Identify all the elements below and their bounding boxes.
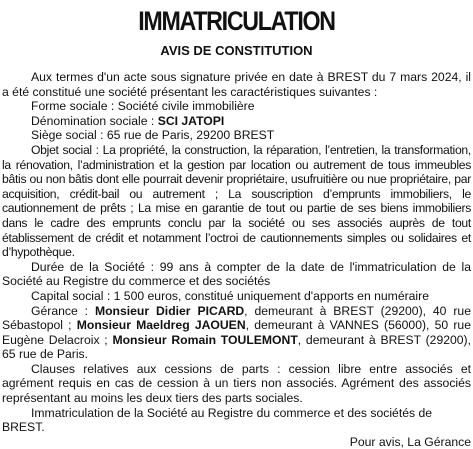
notice-subtitle: AVIS DE CONSTITUTION <box>160 43 313 58</box>
forme-sociale: Forme sociale : Société civile immobilière <box>31 99 255 114</box>
immatriculation-rcs: Immatriculation de la Société au Registre du commerce et des sociétés de BREST. <box>2 405 433 435</box>
intro-paragraph: Aux termes d'un acte sous signature privée en date à BREST du 7 mars 2024, il a été constitué une société présentant les caractéristiques suivantes : <box>2 70 471 99</box>
gerance <box>2 304 471 362</box>
notice-body <box>2 70 471 449</box>
clauses-cessions: Clauses relatives aux cessions de parts : cession libre entre associés et agrément requis en cas de cession à un tiers non associés. Agrément des associés représentant au moins les deux tiers des parts sociales. <box>2 361 471 406</box>
manager-3-address: , demeurant à BREST (29200), 65 rue de Paris. <box>2 332 472 362</box>
manager-2-name: Monsieur Maeldreg JAOUEN <box>76 318 246 333</box>
manager-2-address: , demeurant à VANNES (56000), 50 rue Eugène Delacroix ; <box>2 318 471 347</box>
manager-1-name: Monsieur Didier PICARD <box>94 303 245 318</box>
signature: Pour avis, La Gérance <box>349 434 471 449</box>
siege-social: Siège social : 65 rue de Paris, 29200 BREST <box>31 128 275 143</box>
capital-social: Capital social : 1 500 euros, constitué uniquement d'apports en numéraire <box>31 288 429 303</box>
notice-title: IMMATRICULATION <box>138 6 335 36</box>
company-name: SCI JATOPI <box>157 113 225 128</box>
manager-3-name: Monsieur Romain TOULEMONT <box>112 332 298 347</box>
objet-social: Objet social : La propriété, la construction, la réparation, l’entretien, la transformation, la rénovation, l’administration et la gestion par location ou autrement de tous immeubles bâtis ou non bâtis dont elle pourrait devenir propriétaire, usufruitière ou nue propriétaire, par acquisition, crédit-bail ou autrement ; La souscription d’emprunts immobiliers, le cautionnement de prêts ; La mise en garantie de tout ou partie de ses biens immobiliers dans le cadre des emprunts conclu par la société ou ses associés auprès de tout établissement de crédit et notamment l’octroi de cautionnements simples ou solidaires et d’hypothèque. <box>2 142 471 260</box>
duree-societe: Durée de la Société : 99 ans à compter de la date de l'immatriculation de la Société au Registre du commerce et des sociétés <box>2 259 471 289</box>
denomination-label: Dénomination sociale : <box>31 113 158 128</box>
gerance-label: Gérance : <box>31 303 95 318</box>
denomination-sociale <box>2 114 471 129</box>
manager-1-address: , demeurant à BREST (29200), 40 rue Sébastopol ; <box>2 303 471 333</box>
